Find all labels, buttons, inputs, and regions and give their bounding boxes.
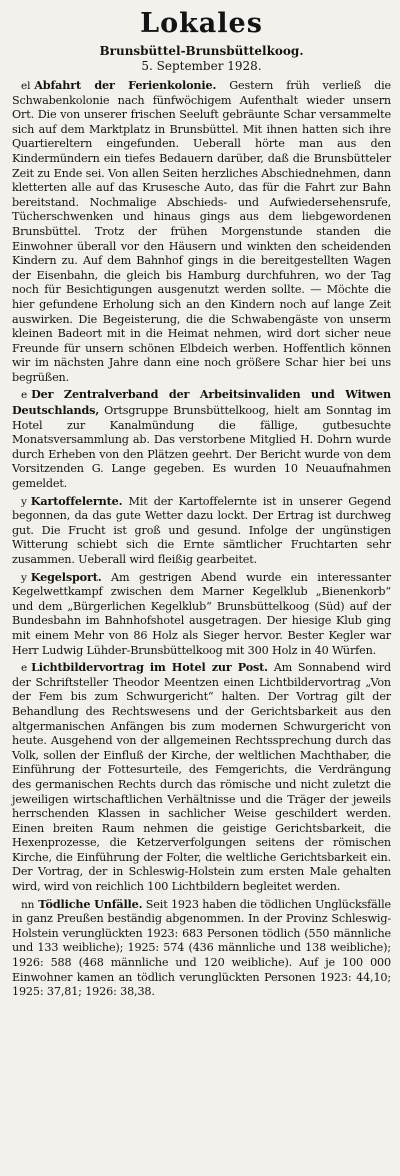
article-body: Gestern früh verließ die Schwabenkolonie nach fünfwöchigem Aufenthalt wieder unsern Ort. Die von unserer frischen Seeluft gebräunte Schar versammelte sich auf dem Marktplatz in Brunsbüttel. Mit ihnen hatten sich ihre Quartiereltern eingefunden. Ueberall hörte man aus den Kindermündern ein tiefes Bedauern darüber, daß die Brunsbütteler Zeit zu Ende sei. Von allen Seiten herzliches Abschiednehmen, dann kletterten alle auf das Krusesche Auto, das für die Fahrt zur Bahn bereitstand. Nochmalige Abschieds- und Aufwiedersehensrufe, Tücherschwenken und hinaus gings aus dem liebgewordenen Brunsbüttel. Trotz der frühen Morgenstunde standen die Einwohner überall vor den Häusern und winkten den scheidenden Kindern zu. Auf dem Bahnhof gings in die bereitgestellten Wagen der Eisenbahn, die gleich bis Hamburg durchfuhren, wo der Tag noch für Besichtigungen ausgenutzt werden sollte. — Möchte die hier gefundene Erholung sich an den Kindern noch auf lange Zeit auswirken. Die Begeisterung, die die Schwabengäste von unserm kleinen Badeort mit in die Heimat nehmen, wird dort sicher neue Freunde für unsern schönen Elbdeich werben. Hoffentlich können wir im nächsten Jahre dann eine noch größere Schar hier bei uns begrüßen.: [12, 79, 391, 384]
article-lichtbildervortrag: [12, 660, 391, 895]
dateline: 5. September 1928.: [141, 59, 262, 73]
article-kegelsport: [12, 570, 391, 659]
article-ferienkolonie: [12, 78, 391, 385]
article-heading: Der Zentralverband der Arbeitsinvaliden und Witwen Deutschlands,: [12, 387, 391, 418]
section-subtitle: Brunsbüttel-Brunsbüttelkoog.: [99, 44, 304, 58]
article-heading: Abfahrt der Ferienkolonie.: [34, 78, 217, 92]
author-mark: e: [21, 662, 28, 675]
article-kartoffelernte: [12, 494, 391, 568]
article-toedliche-unfaelle: [12, 897, 391, 1000]
author-mark: y: [21, 495, 27, 508]
author-mark: y: [21, 571, 27, 584]
article-body: Am Sonnabend wird der Schriftsteller Theodor Meentzen einen Lichtbildervortrag „Von der Fem bis zum Schwurgericht“ halten. Der Vortrag gilt der Behandlung des Rechtswesens und der Gerichtsbarkeit aus den altgermanischen Anfängen bis zum modernen Schwurgericht von heute. Ausgehend von der allgemeinen Rechtssprechung durch das Volk, sollen der Einfluß der Kirche, der weltlichen Machthaber, die Einführung der Fottesurteile, des Femgerichts, die Verdrängung des germanischen Rechts durch das römische und nicht zuletzt die jeweiligen wirtschaftlichen Verhältnisse und die Träger der jeweils herrschenden Klassen in sachlicher Weise geschildert werden. Einen breiten Raum nehmen die geistige Gerichtsbarkeit, die Hexenprozesse, die Ketzerverfolgungen seitens der römischen Kirche, die Einführung der Folter, die weltliche Gerichtsbarkeit ein. Der Vortrag, der in Schleswig-Holstein zum ersten Male gehalten wird, wird von reichlich 100 Lichtbildern begleitet werden.: [12, 661, 391, 894]
article-body: Ortsgruppe Brunsbüttelkoog, hielt am Sonntag im Hotel zur Kanalmündung die fällige, gutbesuchte Monatsversammlung ab. Das verstorbene Mitglied H. Dohrn wurde durch Erheben von den Plätzen geehrt. Der Bericht wurde von dem Vorsitzenden G. Lange gegeben. Es wurden 10 Neuaufnahmen gemeldet.: [12, 404, 391, 491]
article-body: Seit 1923 haben die tödlichen Unglücksfälle in ganz Preußen beständig abgenommen. In der Provinz Schleswig-Holstein verunglückten 1923: 683 Personen tödlich (550 männliche und 133 weibliche); 1925: 574 (436 männliche und 138 weibliche); 1926: 588 (468 männliche und 120 weibliche). Auf je 100 000 Einwohner kamen an tödlich verunglückten Personen 1923: 44,10; 1925: 37,81; 1926: 38,38.: [12, 897, 392, 999]
article-body: Am gestrigen Abend wurde ein interessanter Kegelwettkampf zwischen dem Marner Kegelklub „Bienenkorb“ und dem „Bürgerlichen Kegelklub“ Brunsbüttelkoog (Süd) auf der Bundesbahn im Bahnhofshotel ausgetragen. Der hiesige Klub ging mit einem Mehr von 86 Holz als Sieger hervor. Bester Kegler war Herr Ludwig Lühder-Brunsbüttelkoog mit 300 Holz in 40 Würfen.: [12, 570, 392, 657]
article-body: Mit der Kartoffelernte ist in unserer Gegend begonnen, da das gute Wetter dazu lockt. Der Ertrag ist durchweg gut. Die Frucht ist groß und gesund. Infolge der ungünstigen Witterung schiebt sich die Ernte sämtlicher Fruchtarten sehr zusammen. Ueberall wird fleißig gearbeitet.: [12, 494, 392, 566]
article-heading: Tödliche Unfälle.: [38, 896, 143, 911]
author-mark: nn: [21, 898, 35, 911]
article-heading: Kegelsport.: [30, 569, 102, 584]
author-mark: el: [21, 80, 31, 92]
article-heading: Kartoffelernte.: [30, 493, 123, 508]
article-zentralverband: [12, 387, 391, 491]
article-heading: Lichtbildervortrag im Hotel zur Post.: [31, 660, 268, 675]
author-mark: e: [21, 389, 28, 402]
section-title: Lokales: [140, 8, 263, 39]
